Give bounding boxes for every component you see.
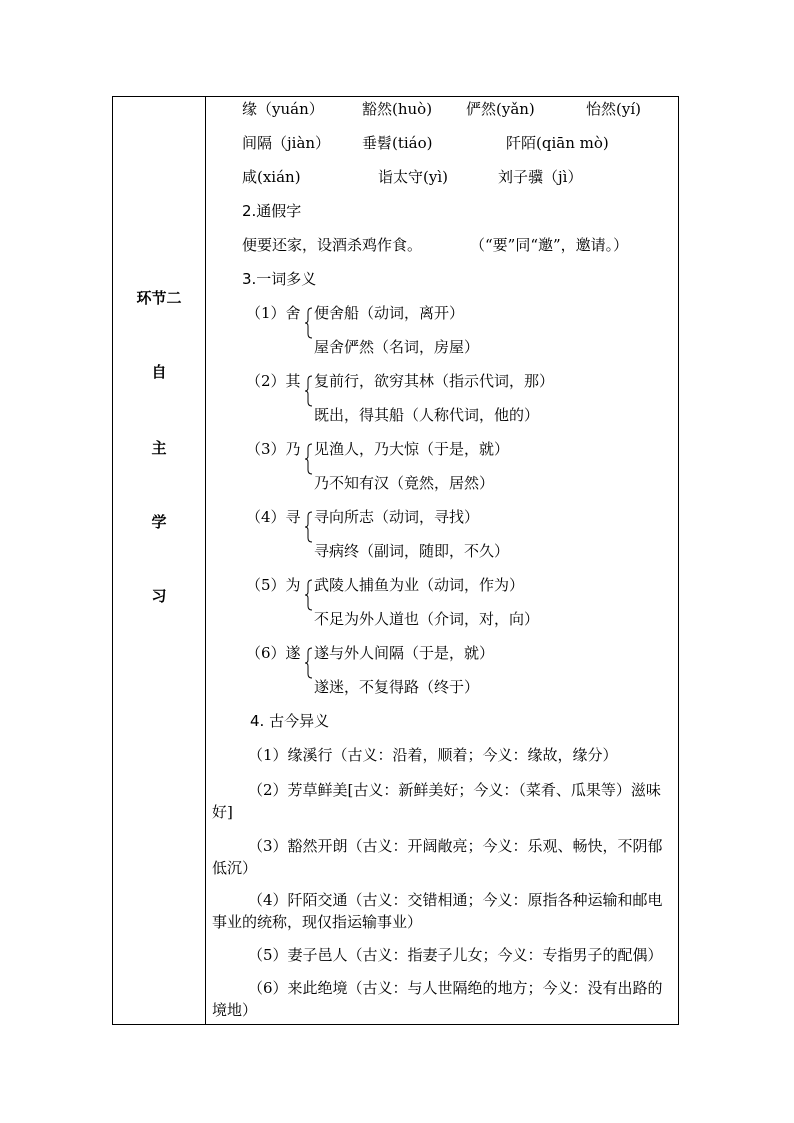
section-heading: 2.通假字 (242, 202, 302, 220)
archaic-meaning-item: （6）来此绝境（古义：与人世隔绝的地方；今义：没有出路的境地） (212, 979, 663, 1019)
polysemy-sense: 见渔人，乃大惊（于是，就） (314, 440, 510, 458)
pinyin-item: 缘（yuán） (242, 100, 324, 118)
brace-icon (305, 375, 313, 407)
polysemy-label: （2）其 (246, 372, 301, 390)
polysemy-sense: 乃不知有汉（竟然，居然） (314, 474, 495, 492)
polysemy-sense: 武陵人捕鱼为业（动词，作为） (314, 576, 525, 594)
archaic-meaning-item: （4）阡陌交通（古义：交错相通；今义：原指各种运输和邮电事业的统称，现仅指运输事业） (212, 891, 663, 931)
pinyin-item: 刘子骥（jì） (498, 168, 583, 186)
brace-icon (305, 307, 313, 339)
polysemy-label: （5）为 (246, 576, 301, 594)
archaic-meaning-item: （2）芳草鲜美[古义：新鲜美好；今义：（菜肴、瓜果等）滋味好] (212, 781, 661, 821)
pinyin-item: 阡陌(qiān mò) (506, 134, 609, 152)
pinyin-item: 俨然(yǎn) (466, 100, 535, 118)
archaic-meaning-item: （5）妻子邑人（古义：指妻子儿女；今义：专指男子的配偶） (248, 946, 663, 964)
section-label-char: 自 (151, 363, 167, 381)
polysemy-label: （4）寻 (246, 508, 301, 526)
polysemy-sense: 遂与外人间隔（于是，就） (314, 644, 495, 662)
pinyin-item: 间隔（jiàn） (242, 134, 331, 152)
lesson-table (112, 96, 679, 1025)
section-label-char: 主 (151, 439, 167, 457)
example-note: （“要”同“邀”，邀请。） (470, 236, 629, 254)
polysemy-label: （3）乃 (246, 440, 301, 458)
section-heading: 3.一词多义 (242, 270, 317, 288)
section-label-char: 习 (151, 587, 167, 605)
polysemy-sense: 屋舍俨然（名词，房屋） (314, 338, 480, 356)
archaic-meaning-item: （3）豁然开朗（古义：开阔敞亮；今义：乐观、畅快，不阴郁低沉） (212, 837, 663, 877)
section-label-column (113, 97, 205, 1024)
brace-icon (305, 647, 313, 679)
pinyin-item: 豁然(huò) (362, 100, 433, 118)
brace-icon (305, 511, 313, 543)
archaic-meaning-item: （1）缘溪行（古义：沿着，顺着；今义：缘故，缘分） (248, 746, 618, 764)
polysemy-sense: 寻向所志（动词，寻找） (314, 508, 480, 526)
polysemy-sense: 复前行，欲穷其林（指示代词，那） (314, 372, 555, 390)
pinyin-item: 垂髫(tiáo) (362, 134, 433, 152)
content-cell (206, 97, 679, 1024)
polysemy-sense: 寻病终（副词，随即，不久） (314, 542, 510, 560)
section-label-char: 学 (151, 513, 167, 531)
polysemy-label: （6）遂 (246, 644, 301, 662)
example-sentence: 便要还家，设酒杀鸡作食。 (242, 236, 423, 254)
section-heading: 4. 古今异义 (250, 712, 330, 730)
brace-icon (305, 443, 313, 475)
brace-icon (305, 579, 313, 611)
polysemy-sense: 不足为外人道也（介词，对，向） (314, 610, 540, 628)
pinyin-item: 咸(xián) (242, 168, 301, 186)
polysemy-sense: 遂迷，不复得路（终于） (314, 678, 480, 696)
section-label: 环节二 (136, 289, 182, 307)
polysemy-sense: 便舍船（动词，离开） (314, 304, 465, 322)
polysemy-sense: 既出，得其船（人称代词，他的） (314, 406, 540, 424)
pinyin-item: 诣太守(yì) (378, 168, 448, 186)
pinyin-item: 怡然(yí) (586, 100, 641, 118)
polysemy-label: （1）舍 (246, 304, 301, 322)
